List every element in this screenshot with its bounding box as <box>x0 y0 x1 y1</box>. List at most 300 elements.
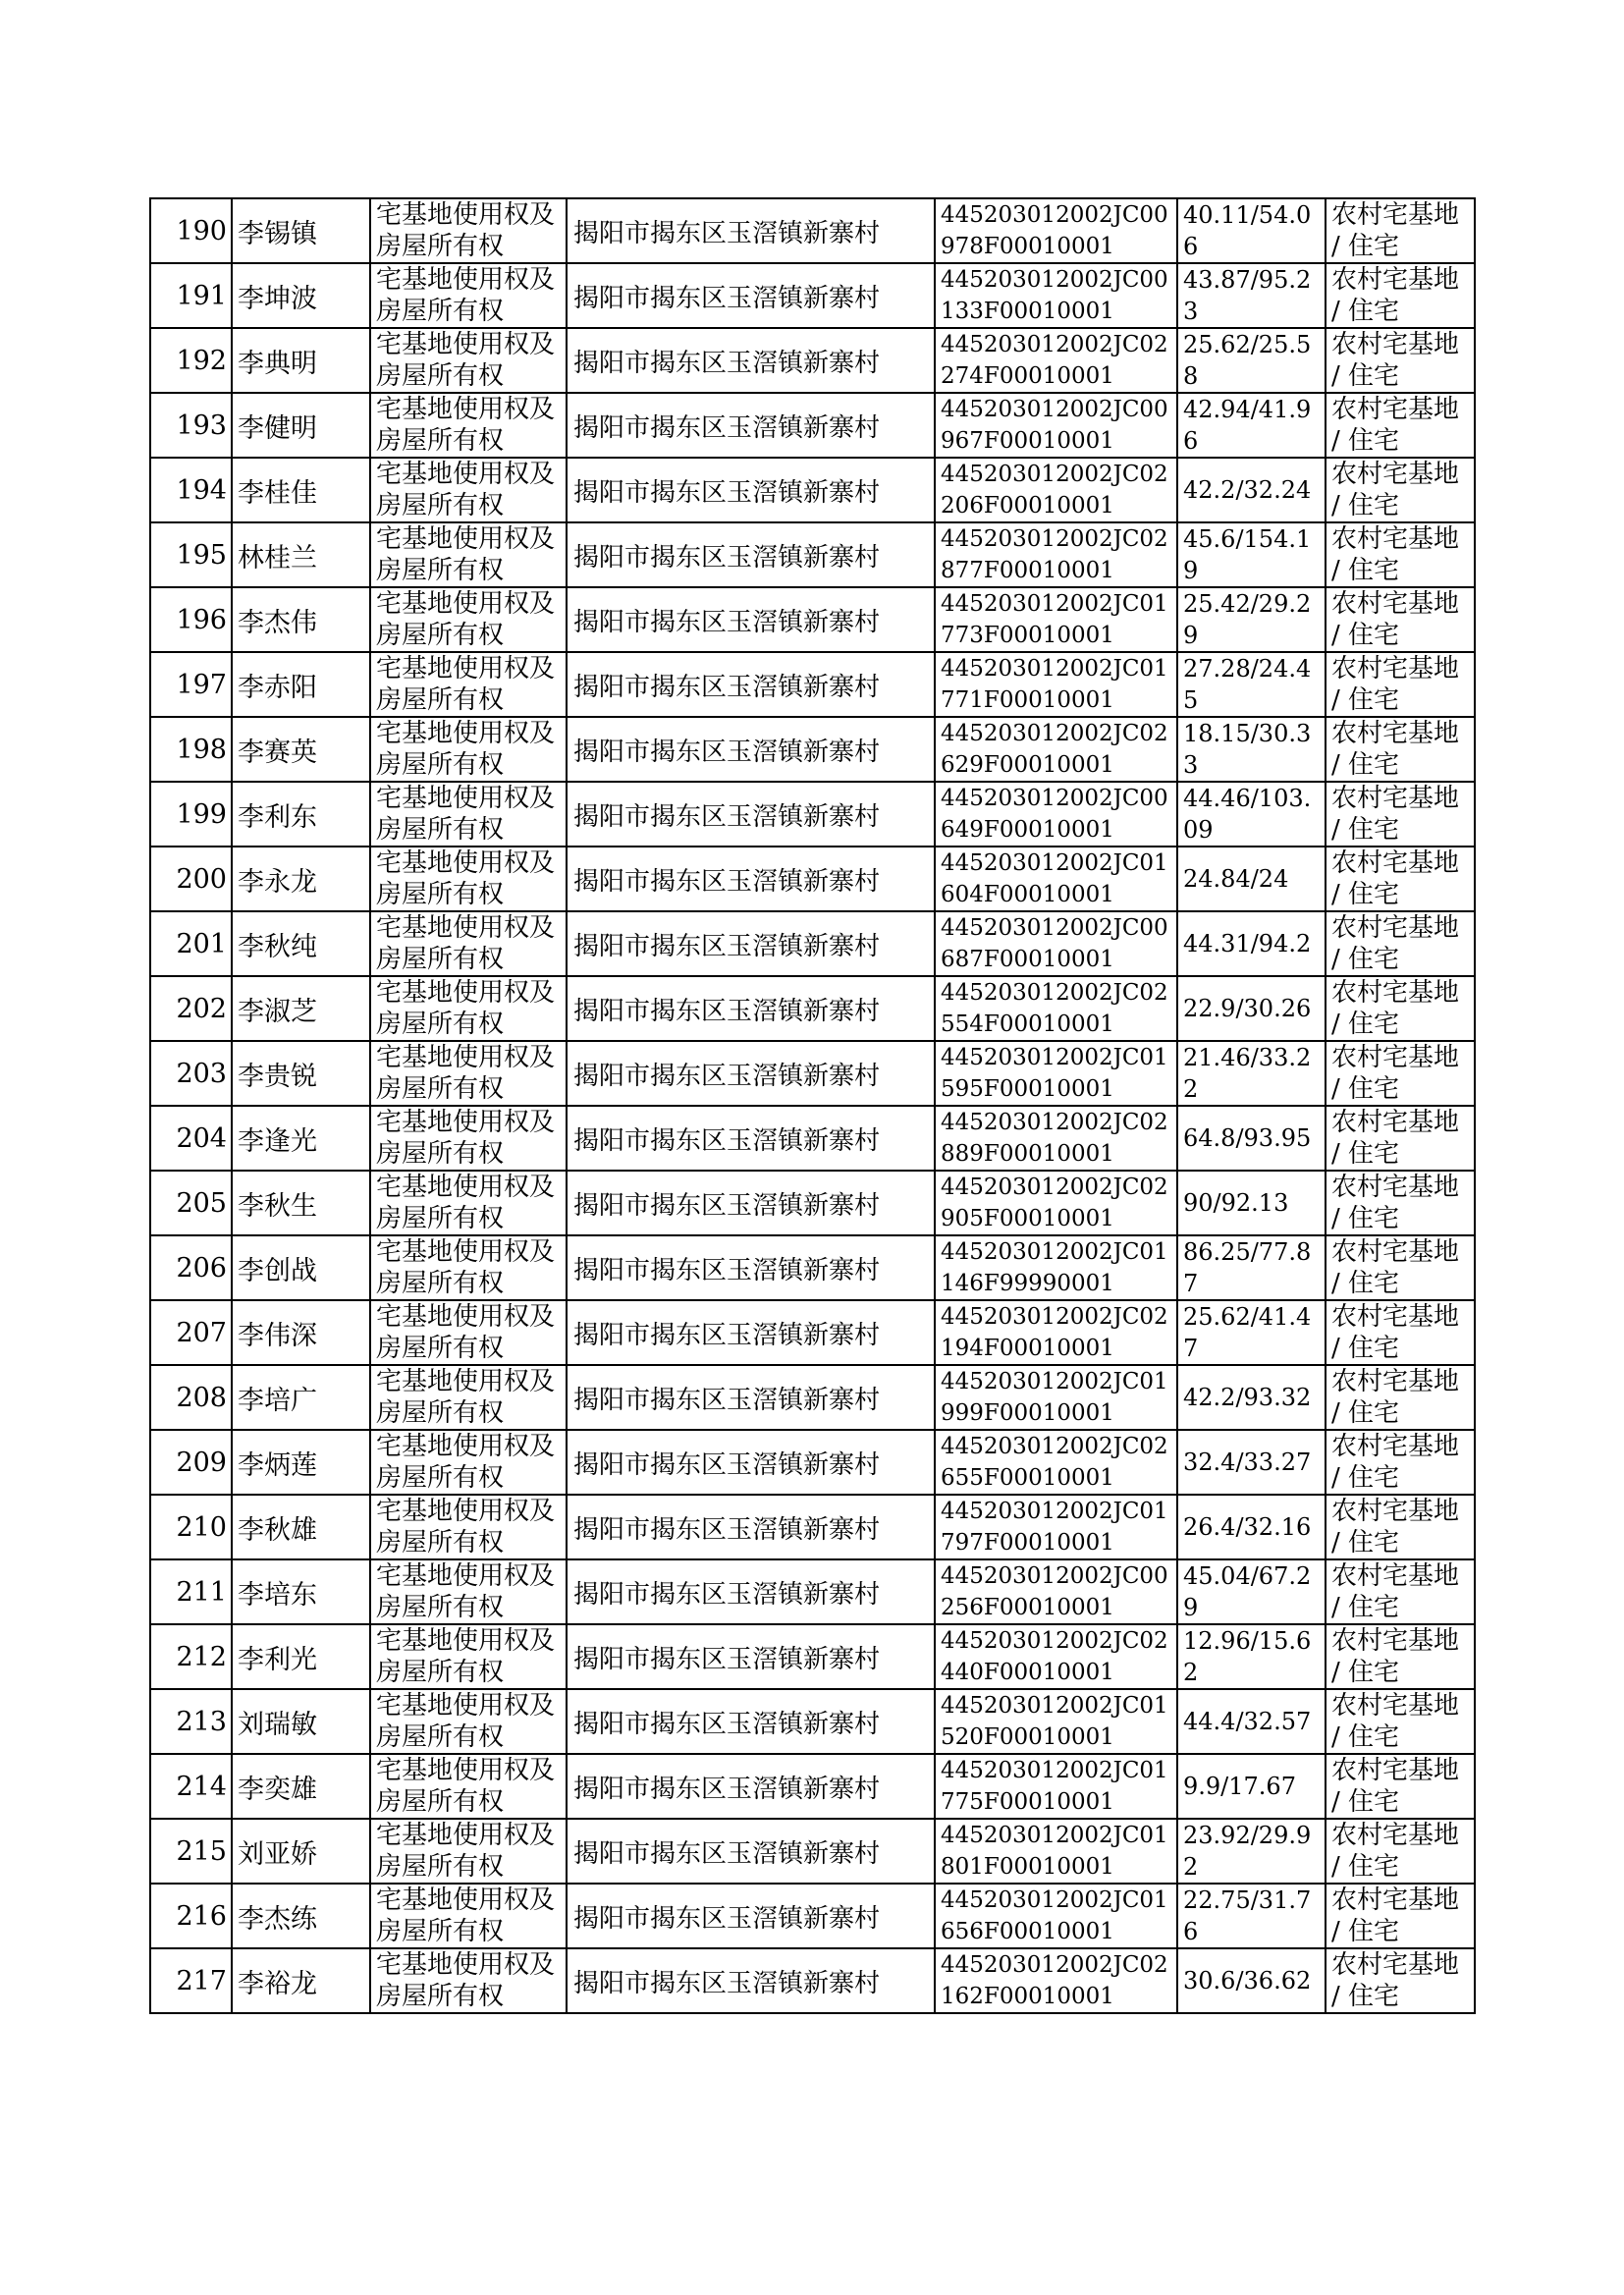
usage-cell <box>1326 198 1475 263</box>
row-number-text: 215 <box>176 1835 227 1867</box>
row-number-text: 201 <box>176 928 227 959</box>
area-cell <box>1177 1689 1326 1754</box>
row-number-text: 196 <box>176 604 227 635</box>
area-text: 44.46/103.09 <box>1183 785 1312 844</box>
unit-code-text: 445203012002JC02889F00010001 <box>941 1110 1168 1167</box>
unit-code-cell <box>935 1884 1177 1948</box>
location-text: 揭阳市揭东区玉滘镇新寨村 <box>573 1644 881 1674</box>
row-number-cell <box>150 458 232 522</box>
row-number-cell <box>150 1624 232 1689</box>
row-number-cell <box>150 1884 232 1948</box>
area-text: 42.2/32.24 <box>1183 476 1312 504</box>
right-type-text: 宅基地使用权及房屋所有权 <box>376 1237 556 1298</box>
usage-cell <box>1326 847 1475 911</box>
unit-code-cell <box>935 911 1177 976</box>
row-number-cell <box>150 1171 232 1235</box>
usage-text: 农村宅基地 / 住宅 <box>1331 1885 1460 1946</box>
owner-name-text: 李锡镇 <box>238 218 317 249</box>
table-row <box>150 1235 1475 1300</box>
right-type-text: 宅基地使用权及房屋所有权 <box>376 1756 556 1817</box>
unit-code-text: 445203012002JC01520F00010001 <box>941 1693 1168 1750</box>
right-type-cell <box>370 1235 567 1300</box>
owner-name-cell <box>232 1948 370 2013</box>
usage-text: 农村宅基地 / 住宅 <box>1331 1237 1460 1298</box>
table-row <box>150 1365 1475 1430</box>
row-number-text: 206 <box>176 1252 227 1284</box>
owner-name-cell <box>232 847 370 911</box>
owner-name-text: 李桂佳 <box>238 477 317 509</box>
location-cell <box>567 1948 935 2013</box>
area-text: 22.9/30.26 <box>1183 995 1312 1022</box>
row-number-text: 190 <box>176 215 227 246</box>
location-cell <box>567 1754 935 1819</box>
location-text: 揭阳市揭东区玉滘镇新寨村 <box>573 283 881 313</box>
row-number-text: 204 <box>176 1122 227 1154</box>
location-cell <box>567 1430 935 1495</box>
usage-cell <box>1326 328 1475 393</box>
unit-code-text: 445203012002JC01801F00010001 <box>941 1823 1168 1880</box>
location-cell <box>567 847 935 911</box>
row-number-text: 202 <box>176 993 227 1024</box>
unit-code-text: 445203012002JC00687F00010001 <box>941 915 1168 972</box>
right-type-text: 宅基地使用权及房屋所有权 <box>376 913 556 974</box>
usage-cell <box>1326 1235 1475 1300</box>
location-text: 揭阳市揭东区玉滘镇新寨村 <box>573 801 881 832</box>
row-number-cell <box>150 1235 232 1300</box>
location-cell <box>567 782 935 847</box>
table-row <box>150 652 1475 717</box>
row-number-cell <box>150 587 232 652</box>
location-cell <box>567 1171 935 1235</box>
owner-name-cell <box>232 1041 370 1106</box>
row-number-cell <box>150 263 232 328</box>
area-cell <box>1177 1300 1326 1365</box>
row-number-text: 211 <box>176 1576 227 1608</box>
owner-name-cell <box>232 522 370 587</box>
unit-code-cell <box>935 328 1177 393</box>
area-cell <box>1177 1365 1326 1430</box>
location-text: 揭阳市揭东区玉滘镇新寨村 <box>573 1838 881 1869</box>
location-text: 揭阳市揭东区玉滘镇新寨村 <box>573 1709 881 1739</box>
owner-name-text: 李培东 <box>238 1579 317 1611</box>
unit-code-text: 445203012002JC01604F00010001 <box>941 850 1168 907</box>
owner-name-text: 刘瑞敏 <box>238 1709 317 1740</box>
right-type-cell <box>370 198 567 263</box>
area-text: 86.25/77.87 <box>1183 1238 1312 1297</box>
owner-name-text: 李秋雄 <box>238 1514 317 1546</box>
unit-code-text: 445203012002JC02905F00010001 <box>941 1175 1168 1231</box>
usage-cell <box>1326 652 1475 717</box>
unit-code-cell <box>935 1235 1177 1300</box>
table-row <box>150 1559 1475 1624</box>
table-row <box>150 1754 1475 1819</box>
location-text: 揭阳市揭东区玉滘镇新寨村 <box>573 348 881 378</box>
owner-name-text: 李创战 <box>238 1255 317 1286</box>
location-text: 揭阳市揭东区玉滘镇新寨村 <box>573 1385 881 1415</box>
right-type-cell <box>370 1430 567 1495</box>
area-cell <box>1177 1041 1326 1106</box>
table-row <box>150 1884 1475 1948</box>
row-number-text: 210 <box>176 1511 227 1543</box>
unit-code-cell <box>935 847 1177 911</box>
usage-cell <box>1326 1689 1475 1754</box>
row-number-text: 198 <box>176 734 227 765</box>
area-text: 90/92.13 <box>1183 1189 1289 1217</box>
location-text: 揭阳市揭东区玉滘镇新寨村 <box>573 1320 881 1350</box>
location-text: 揭阳市揭东区玉滘镇新寨村 <box>573 1061 881 1091</box>
unit-code-cell <box>935 522 1177 587</box>
unit-code-cell <box>935 458 1177 522</box>
area-text: 45.6/154.19 <box>1183 525 1312 584</box>
usage-cell <box>1326 587 1475 652</box>
area-cell <box>1177 1495 1326 1559</box>
row-number-cell <box>150 328 232 393</box>
usage-cell <box>1326 1171 1475 1235</box>
owner-name-text: 李秋生 <box>238 1190 317 1222</box>
unit-code-cell <box>935 782 1177 847</box>
table-row <box>150 717 1475 782</box>
area-cell <box>1177 782 1326 847</box>
usage-text: 农村宅基地 / 住宅 <box>1331 589 1460 650</box>
unit-code-text: 445203012002JC00978F00010001 <box>941 202 1168 259</box>
location-text: 揭阳市揭东区玉滘镇新寨村 <box>573 607 881 637</box>
row-number-cell <box>150 522 232 587</box>
usage-text: 农村宅基地 / 住宅 <box>1331 395 1460 456</box>
area-text: 12.96/15.62 <box>1183 1627 1312 1686</box>
unit-code-text: 445203012002JC00649F00010001 <box>941 786 1168 843</box>
area-text: 18.15/30.33 <box>1183 720 1312 779</box>
row-number-text: 207 <box>176 1317 227 1348</box>
area-text: 42.2/93.32 <box>1183 1384 1312 1411</box>
usage-text: 农村宅基地 / 住宅 <box>1331 1302 1460 1363</box>
right-type-cell <box>370 1559 567 1624</box>
location-cell <box>567 1624 935 1689</box>
row-number-cell <box>150 198 232 263</box>
row-number-text: 216 <box>176 1900 227 1932</box>
row-number-cell <box>150 1041 232 1106</box>
table-row <box>150 1689 1475 1754</box>
owner-name-text: 李伟深 <box>238 1320 317 1351</box>
row-number-text: 205 <box>176 1187 227 1219</box>
owner-name-text: 李典明 <box>238 348 317 379</box>
area-cell <box>1177 1559 1326 1624</box>
row-number-cell <box>150 1430 232 1495</box>
right-type-text: 宅基地使用权及房屋所有权 <box>376 1497 556 1557</box>
owner-name-text: 林桂兰 <box>238 542 317 574</box>
unit-code-text: 445203012002JC02194F00010001 <box>941 1304 1168 1361</box>
unit-code-cell <box>935 1430 1177 1495</box>
right-type-cell <box>370 847 567 911</box>
usage-text: 农村宅基地 / 住宅 <box>1331 848 1460 909</box>
table-row <box>150 1430 1475 1495</box>
right-type-text: 宅基地使用权及房屋所有权 <box>376 1821 556 1882</box>
owner-name-cell <box>232 1624 370 1689</box>
owner-name-cell <box>232 652 370 717</box>
owner-name-text: 李培广 <box>238 1385 317 1416</box>
owner-name-text: 李杰伟 <box>238 607 317 638</box>
right-type-cell <box>370 1300 567 1365</box>
owner-name-text: 李利光 <box>238 1644 317 1675</box>
table-row <box>150 1041 1475 1106</box>
table-row <box>150 458 1475 522</box>
location-text: 揭阳市揭东区玉滘镇新寨村 <box>573 412 881 443</box>
right-type-cell <box>370 263 567 328</box>
owner-name-cell <box>232 1884 370 1948</box>
table-row <box>150 1171 1475 1235</box>
right-type-text: 宅基地使用权及房屋所有权 <box>376 1043 556 1104</box>
area-cell <box>1177 1819 1326 1884</box>
row-number-cell <box>150 652 232 717</box>
area-text: 25.62/25.58 <box>1183 331 1312 390</box>
area-text: 22.75/31.76 <box>1183 1886 1312 1945</box>
usage-text: 农村宅基地 / 住宅 <box>1331 1821 1460 1882</box>
row-number-cell <box>150 976 232 1041</box>
area-text: 64.8/93.95 <box>1183 1124 1312 1152</box>
area-text: 32.4/33.27 <box>1183 1448 1312 1476</box>
row-number-text: 213 <box>176 1706 227 1737</box>
row-number-cell <box>150 1559 232 1624</box>
right-type-cell <box>370 587 567 652</box>
location-cell <box>567 1300 935 1365</box>
unit-code-cell <box>935 1819 1177 1884</box>
area-cell <box>1177 328 1326 393</box>
right-type-text: 宅基地使用权及房屋所有权 <box>376 1108 556 1169</box>
location-text: 揭阳市揭东区玉滘镇新寨村 <box>573 1190 881 1221</box>
right-type-text: 宅基地使用权及房屋所有权 <box>376 1367 556 1428</box>
location-text: 揭阳市揭东区玉滘镇新寨村 <box>573 1774 881 1804</box>
unit-code-text: 445203012002JC02206F00010001 <box>941 462 1168 519</box>
row-number-text: 203 <box>176 1058 227 1089</box>
usage-cell <box>1326 717 1475 782</box>
usage-text: 农村宅基地 / 住宅 <box>1331 654 1460 715</box>
usage-cell <box>1326 1495 1475 1559</box>
unit-code-text: 445203012002JC02629F00010001 <box>941 721 1168 778</box>
area-cell <box>1177 1430 1326 1495</box>
unit-code-text: 445203012002JC01656F00010001 <box>941 1887 1168 1944</box>
row-number-cell <box>150 911 232 976</box>
table-row <box>150 1948 1475 2013</box>
unit-code-text: 445203012002JC01773F00010001 <box>941 591 1168 648</box>
owner-name-cell <box>232 458 370 522</box>
area-text: 26.4/32.16 <box>1183 1513 1312 1541</box>
row-number-text: 199 <box>176 798 227 830</box>
unit-code-cell <box>935 393 1177 458</box>
right-type-text: 宅基地使用权及房屋所有权 <box>376 848 556 909</box>
unit-code-text: 445203012002JC01595F00010001 <box>941 1045 1168 1102</box>
area-cell <box>1177 587 1326 652</box>
row-number-cell <box>150 1495 232 1559</box>
right-type-text: 宅基地使用权及房屋所有权 <box>376 1626 556 1687</box>
owner-name-cell <box>232 717 370 782</box>
owner-name-text: 李贵锐 <box>238 1061 317 1092</box>
row-number-text: 197 <box>176 669 227 700</box>
location-text: 揭阳市揭东区玉滘镇新寨村 <box>573 218 881 248</box>
right-type-cell <box>370 717 567 782</box>
area-text: 24.84/24 <box>1183 865 1289 893</box>
usage-cell <box>1326 1819 1475 1884</box>
right-type-text: 宅基地使用权及房屋所有权 <box>376 1432 556 1493</box>
usage-text: 农村宅基地 / 住宅 <box>1331 1561 1460 1622</box>
row-number-text: 193 <box>176 410 227 441</box>
unit-code-text: 445203012002JC02877F00010001 <box>941 526 1168 583</box>
area-cell <box>1177 522 1326 587</box>
right-type-text: 宅基地使用权及房屋所有权 <box>376 200 556 261</box>
unit-code-cell <box>935 1041 1177 1106</box>
usage-text: 农村宅基地 / 住宅 <box>1331 200 1460 261</box>
row-number-cell <box>150 1948 232 2013</box>
row-number-text: 194 <box>176 474 227 506</box>
right-type-text: 宅基地使用权及房屋所有权 <box>376 1691 556 1752</box>
location-text: 揭阳市揭东区玉滘镇新寨村 <box>573 1125 881 1156</box>
area-cell <box>1177 1171 1326 1235</box>
owner-name-text: 李永龙 <box>238 866 317 898</box>
owner-name-cell <box>232 328 370 393</box>
right-type-text: 宅基地使用权及房屋所有权 <box>376 978 556 1039</box>
unit-code-cell <box>935 1689 1177 1754</box>
area-cell <box>1177 1948 1326 2013</box>
row-number-text: 191 <box>176 280 227 311</box>
area-cell <box>1177 393 1326 458</box>
right-type-text: 宅基地使用权及房屋所有权 <box>376 524 556 585</box>
usage-cell <box>1326 976 1475 1041</box>
usage-text: 农村宅基地 / 住宅 <box>1331 913 1460 974</box>
location-cell <box>567 393 935 458</box>
row-number-cell <box>150 717 232 782</box>
unit-code-text: 445203012002JC02554F00010001 <box>941 980 1168 1037</box>
owner-name-text: 李健明 <box>238 412 317 444</box>
usage-text: 农村宅基地 / 住宅 <box>1331 1691 1460 1752</box>
right-type-cell <box>370 1106 567 1171</box>
owner-name-text: 李赛英 <box>238 737 317 768</box>
registration-table-body <box>150 198 1475 2013</box>
unit-code-text: 445203012002JC00256F00010001 <box>941 1563 1168 1620</box>
area-text: 27.28/24.45 <box>1183 655 1312 714</box>
owner-name-cell <box>232 976 370 1041</box>
location-text: 揭阳市揭东区玉滘镇新寨村 <box>573 477 881 508</box>
location-cell <box>567 1884 935 1948</box>
area-cell <box>1177 458 1326 522</box>
unit-code-cell <box>935 1171 1177 1235</box>
area-cell <box>1177 717 1326 782</box>
area-cell <box>1177 1754 1326 1819</box>
table-row <box>150 393 1475 458</box>
usage-text: 农村宅基地 / 住宅 <box>1331 1173 1460 1233</box>
unit-code-cell <box>935 976 1177 1041</box>
usage-cell <box>1326 1106 1475 1171</box>
row-number-text: 214 <box>176 1771 227 1802</box>
owner-name-text: 李淑芝 <box>238 996 317 1027</box>
usage-text: 农村宅基地 / 住宅 <box>1331 265 1460 326</box>
owner-name-text: 李杰练 <box>238 1903 317 1935</box>
owner-name-cell <box>232 1495 370 1559</box>
unit-code-text: 445203012002JC02162F00010001 <box>941 1952 1168 2009</box>
table-row <box>150 263 1475 328</box>
area-cell <box>1177 1884 1326 1948</box>
right-type-text: 宅基地使用权及房屋所有权 <box>376 1885 556 1946</box>
owner-name-cell <box>232 393 370 458</box>
owner-name-text: 李裕龙 <box>238 1968 317 1999</box>
location-text: 揭阳市揭东区玉滘镇新寨村 <box>573 1255 881 1285</box>
right-type-cell <box>370 1365 567 1430</box>
location-cell <box>567 1365 935 1430</box>
table-row <box>150 911 1475 976</box>
right-type-cell <box>370 1041 567 1106</box>
right-type-text: 宅基地使用权及房屋所有权 <box>376 460 556 520</box>
usage-text: 农村宅基地 / 住宅 <box>1331 1367 1460 1428</box>
right-type-cell <box>370 1948 567 2013</box>
location-cell <box>567 1689 935 1754</box>
row-number-text: 195 <box>176 539 227 571</box>
right-type-cell <box>370 458 567 522</box>
row-number-cell <box>150 1106 232 1171</box>
usage-text: 农村宅基地 / 住宅 <box>1331 1626 1460 1687</box>
owner-name-cell <box>232 587 370 652</box>
owner-name-cell <box>232 1106 370 1171</box>
location-text: 揭阳市揭东区玉滘镇新寨村 <box>573 931 881 961</box>
table-row <box>150 1819 1475 1884</box>
usage-text: 农村宅基地 / 住宅 <box>1331 719 1460 780</box>
usage-text: 农村宅基地 / 住宅 <box>1331 1950 1460 2011</box>
area-text: 25.42/29.29 <box>1183 590 1312 649</box>
area-text: 45.04/67.29 <box>1183 1562 1312 1621</box>
usage-text: 农村宅基地 / 住宅 <box>1331 330 1460 391</box>
area-text: 30.6/36.62 <box>1183 1967 1312 1994</box>
area-cell <box>1177 1106 1326 1171</box>
usage-cell <box>1326 1365 1475 1430</box>
table-row <box>150 1106 1475 1171</box>
location-cell <box>567 458 935 522</box>
usage-cell <box>1326 1948 1475 2013</box>
right-type-cell <box>370 782 567 847</box>
location-text: 揭阳市揭东区玉滘镇新寨村 <box>573 1449 881 1480</box>
location-text: 揭阳市揭东区玉滘镇新寨村 <box>573 1579 881 1610</box>
usage-cell <box>1326 263 1475 328</box>
right-type-cell <box>370 652 567 717</box>
row-number-text: 192 <box>176 345 227 376</box>
area-text: 43.87/95.23 <box>1183 266 1312 325</box>
row-number-text: 212 <box>176 1641 227 1672</box>
area-text: 44.31/94.2 <box>1183 930 1312 957</box>
area-cell <box>1177 847 1326 911</box>
usage-cell <box>1326 1624 1475 1689</box>
table-row <box>150 587 1475 652</box>
table-row <box>150 1300 1475 1365</box>
location-cell <box>567 652 935 717</box>
owner-name-cell <box>232 1819 370 1884</box>
owner-name-text: 李奕雄 <box>238 1774 317 1805</box>
unit-code-text: 445203012002JC01775F00010001 <box>941 1758 1168 1815</box>
right-type-cell <box>370 328 567 393</box>
location-cell <box>567 263 935 328</box>
usage-text: 农村宅基地 / 住宅 <box>1331 784 1460 845</box>
owner-name-text: 李炳莲 <box>238 1449 317 1481</box>
unit-code-cell <box>935 263 1177 328</box>
location-cell <box>567 1495 935 1559</box>
usage-cell <box>1326 911 1475 976</box>
area-text: 23.92/29.92 <box>1183 1822 1312 1881</box>
area-cell <box>1177 911 1326 976</box>
owner-name-cell <box>232 1430 370 1495</box>
unit-code-cell <box>935 1365 1177 1430</box>
row-number-cell <box>150 1689 232 1754</box>
owner-name-text: 李利东 <box>238 801 317 833</box>
usage-text: 农村宅基地 / 住宅 <box>1331 1432 1460 1493</box>
area-text: 42.94/41.96 <box>1183 396 1312 455</box>
right-type-text: 宅基地使用权及房屋所有权 <box>376 1561 556 1622</box>
right-type-cell <box>370 393 567 458</box>
right-type-text: 宅基地使用权及房屋所有权 <box>376 1302 556 1363</box>
row-number-cell <box>150 393 232 458</box>
